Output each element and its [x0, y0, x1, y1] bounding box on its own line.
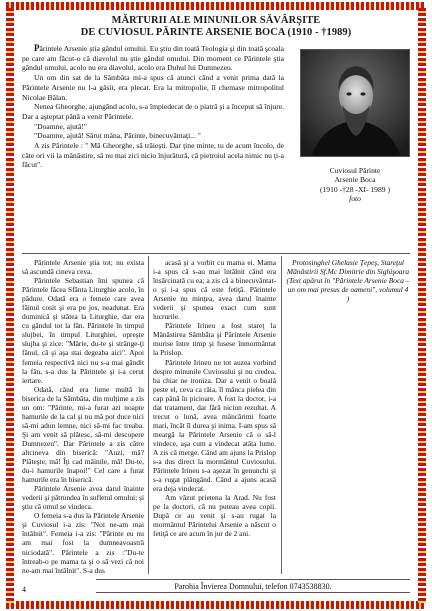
intro-paragraph: "Doamne, ajută! Sărut mâna, Părinte, binecuvântaţi... " [34, 131, 201, 141]
author-signature: Protosinghel Ghelasie Ţepeş, Stareţul Mănăstirii Sf.Mc Dimitrie din Sighişoara [286, 258, 410, 277]
caption-line: Arsenie Boca [334, 175, 376, 185]
page-number: 4 [22, 585, 26, 594]
text-column-2 [153, 258, 276, 538]
column-divider [148, 256, 149, 574]
decorative-border-bottom [6, 601, 426, 609]
text-column-1 [22, 258, 144, 575]
intro-text [22, 44, 284, 170]
divider-line [22, 253, 410, 254]
caption-dates: (1910 -†28 -XI- 1989 ) [319, 184, 391, 194]
intro-paragraph: A zis Părintele : " Mă Gheorghe, să trăieşti. Dar ţine minte, tu de acum încolo, de câte ori vii la mănăstire, să nu mai zici nicio înjurătură, că pietroiul acela nimic nu ţi-a făcut". [22, 141, 284, 170]
footer-parish: Parohia Învierea Domnului, telefon 0743538830. [96, 579, 410, 593]
source-note: (Text apărut în "Părintele Arsenie Boca – un om mai presus de oameni", volumul 4 ) [286, 276, 410, 304]
intro-paragraph: Nenea Gheorghe, ajungând acolo, s-a împiedecat de o piatră şi a început să înjure. Dar a aşteptat până a venit Părintele. [22, 102, 284, 121]
column-paragraph: acasă şi a vorbit cu mama ei. Mama i-a spus că s-au mai întâlnit când era însărcinată cu ea; a zis că a binecuvântat-o şi i-a spus că este fetiţă. Părintele Arsenie nu minţea, avea darul înainte vederii şi spunea exact cum sunt lucrurile. [153, 258, 276, 322]
column-paragraph: Părintele Arsenie ştia tot; nu exista să ascundă cineva ceva. [22, 258, 144, 277]
title-line-1: MĂRTURII ALE MINUNILOR SĂVÂRŞITE [111, 15, 321, 26]
decorative-border-right [418, 8, 426, 603]
column-paragraph: Părintele Arsenie avea darul înainte vederii şi pătrundea în sufletul omului; şi ştiu că omul se vindeca. [22, 484, 144, 512]
title-line-2: DE CUVIOSUL PĂRINTE ARSENIE BOCA (1910 - †1989) [80, 27, 352, 38]
column-paragraph: Părintele Irineu ne tot auzea vorbind despre minunile Cuviosului şi nu credea, ba chiar ne ironiza. Dar a venit o boală peste el, ceva ca râia, îl mânca pielea din cap până în picioare. A fost la doctor, i-a dat tratament, dar fără niciun rezultat. A trecut o lună, avea mâncărimi foarte mari, încât îl durea şi inima. I-am spus să meargă la Părintele Arsenie că o să-l vindece, aşa cum a vindecat atâta lume. A zis că merge. Când am ajuns la Prislop s-a dus direct la mormântul Cuviosului. Părintele Irineu s-a aşezat în genunchi şi s-a rugat plângând. Când a ajuns acasă era deja vindecat. [153, 357, 276, 494]
intro-paragraph: Un om din sat de la Sâmbăta mi-a spus că atunci când a venit prima dată la Părintele Arsenie nu l-a găsit, era plecat. Era la mitropolie, îl chemase mitropolitul Nicolae Bălan. [22, 73, 284, 102]
text-column-3 [286, 258, 410, 303]
column-paragraph: O femeia s-a dus la Părintele Arsenie şi Cuviosul i-a zis: "Noi ne-am mai întâlnit". Femeia i-a zis: "Părinte eu nu am mai fost la dumneavoastră niciodată". Părintele a zis :"Du-te întreab-o pe mama ta şi o să vezi că noi ne-am mai întâlnit". S-a dus [22, 511, 144, 575]
caption-line: Cuviosul Părinte [329, 166, 381, 175]
portrait-photo [300, 49, 410, 157]
drop-cap: P [34, 43, 40, 53]
column-paragraph: Odată, când era lume multă în biserica de la Sâmbăta, din mulţime a zis un om: "Părinte, mi-a furat azi noapte hamurile de la cal şi nu mă pot duce nici să-mi adun lemne, nici să-mi fac treaba. Şi am venit să plătesc, să-mi descopere Dumnezeu". Dar Părintele a zis către altcineva din biserică: "Auzi, mă? Plăteşte, mă! Îţi cad mâinile, mă! Du-te, du-i hamurile înapoi!" Cel care a furat hamurile era în biserică. [22, 384, 144, 485]
article-title [20, 15, 412, 39]
decorative-border-top [6, 2, 426, 10]
intro-paragraph: "Doamne, ajută!" [34, 121, 88, 131]
portrait-image [301, 50, 410, 157]
photo-credit: foto [349, 194, 361, 204]
column-paragraph: Am văzut prietena la Arad. Nu fost pe la doctori, că nu puteau avea copii. După ce au venit şi s-au rugat la mormântul Părintelui Arsenie a născut o fetiţă ce are acum în jur de 2 ani. [153, 493, 276, 539]
column-paragraph: Părintele Sebastian îmi spunea că Părintele făcea Sfânta Liturghie acolo, în pădure. Odată era o femeie care avea făinul cosit şi era pe jos, neadunat. Era duminică şi stătea la Liturghie, dar era cu gândul tot la fân. Părintele în timpul slujbei, în timpul Liturghiei, opreşte slujba şi zice: "Mărie, du-te şi strânge-ţi fânul, că şi aşa stai degeaba aici". Apoi femeia respectivă nici nu s-a mai gândit la fân, s-a dus la Părintele şi i-a cerut iertare. [22, 276, 144, 385]
column-divider [281, 256, 282, 574]
decorative-border-left [6, 8, 14, 603]
column-paragraph: Părintele Irineu a fost stareţ la Mănăstirea Sâmbăta şi Părintele Arsenie murise între timp şi fusese înmormântat la Prislop. [153, 321, 276, 358]
intro-paragraph: Părintele Arsenie ştia gândul omului. Eu ştiu din toată Teologia şi din toată şcoala pe care am făcut-o că diavolul nu ştie gândul omului. Din moment ce Părintele ştia gândul omului, acolo nu era diavolul, acolo era Duhul lui Dumnezeu. [22, 43, 284, 73]
photo-caption [292, 166, 418, 204]
